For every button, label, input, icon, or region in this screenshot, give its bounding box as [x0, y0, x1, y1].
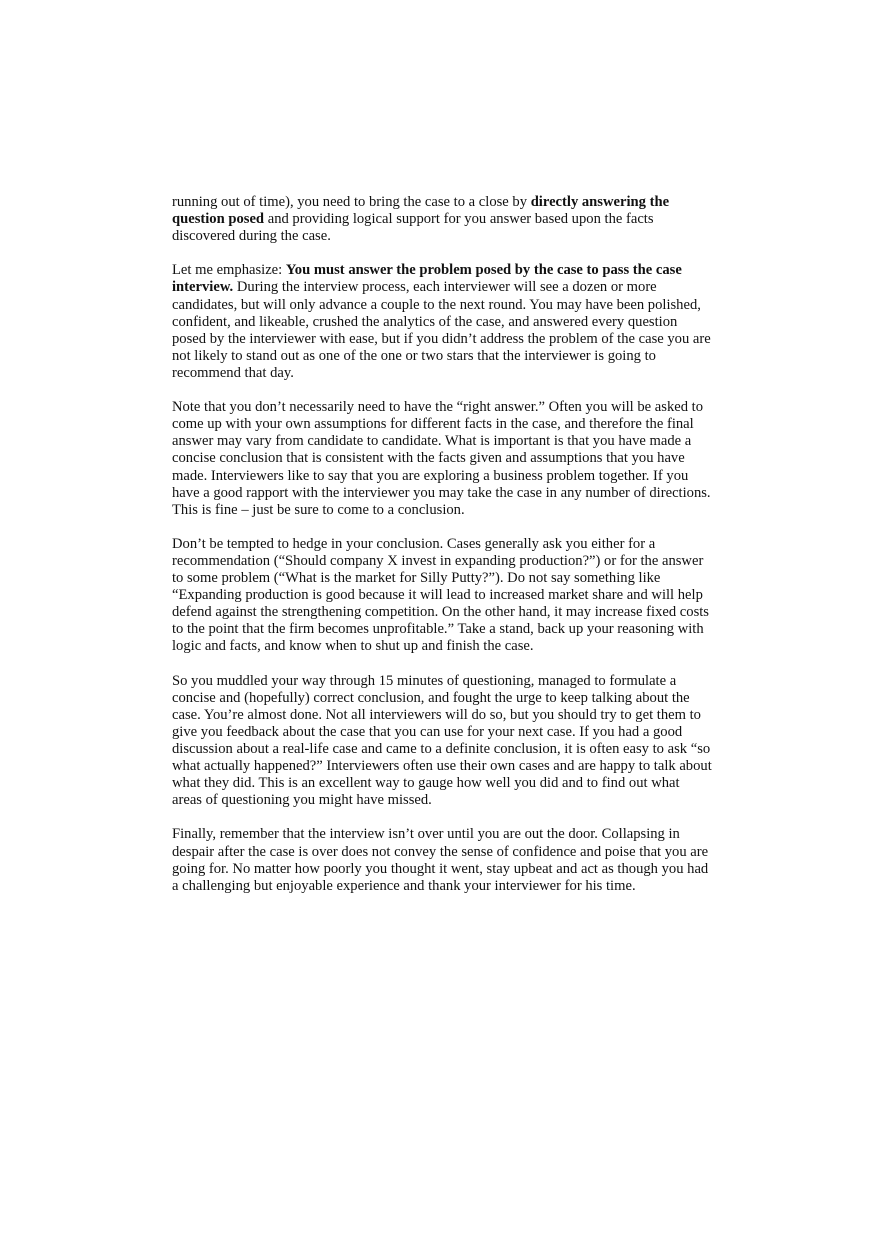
text-run: and providing logical support for you answer based upon the facts discovered during the case.	[172, 211, 654, 245]
text-run: Let me emphasize:	[172, 262, 286, 279]
paragraph-right-answer	[172, 399, 712, 519]
paragraph-feedback	[172, 673, 712, 810]
paragraph-emphasize	[172, 262, 712, 382]
text-run: During the interview process, each interviewer will see a dozen or more candidates, but will only advance a couple to the next round. You may have been polished, confident, and likeable, crushed the analytics of the case, and answered every question posed by the interviewer with ease, but if you didn’t address the problem of the case you are not likely to stand out as one of the one or two stars that the interviewer is going to recommend that day.	[172, 279, 711, 381]
text-run: Don’t be tempted to hedge in your conclusion. Cases generally ask you either for a recommendation (“Should company X invest in expanding production?”) or for the answer to some problem (“What is the market for Silly Putty?”). Do not say something like “Expanding production is good because it will lead to increased market share and will help defend against the strengthening competition. On the other hand, it may increase fixed costs to the point that the firm becomes unprofitable.” Take a stand, back up your reasoning with logic and facts, and know when to shut up and finish the case.	[172, 535, 709, 655]
paragraph-finally	[172, 826, 712, 894]
text-run: running out of time), you need to bring the case to a close by	[172, 194, 531, 210]
text-run: Finally, remember that the interview isn’t over until you are out the door. Collapsing in despair after the case is over does not convey the sense of confidence and poise that you are going for. No matter how poorly you thought it went, stay upbeat and act as though you had a challenging but enjoyable experience and thank your interviewer for his time.	[172, 826, 709, 894]
document-body	[172, 194, 712, 912]
text-run: Note that you don’t necessarily need to have the “right answer.” Often you will be asked to come up with your own assumptions for different facts in the case, and therefore the final answer may vary from candidate to candidate. What is important is that you have made a concise conclusion that is consistent with the facts given and assumptions that you have made. Interviewers like to say that you are exploring a business problem together. If you have a good rapport with the interviewer you may take the case in any number of directions. This is fine – just be sure to come to a conclusion.	[172, 399, 711, 518]
text-run: So you muddled your way through 15 minutes of questioning, managed to formulate a concise and (hopefully) correct conclusion, and fought the urge to keep talking about the case. You’re almost done. Not all interviewers will do so, but you should try to get them to give you feedback about the case that you can use for your next case. If you had a good discussion about a real-life case and came to a definite conclusion, it is often easy to ask “so what actually happened?” Interviewers often use their own cases and are happy to talk about what they did. This is an excellent way to gauge how well you did and to find out what areas of questioning you might have missed.	[172, 672, 712, 809]
paragraph-close-case	[172, 194, 712, 245]
paragraph-hedge	[172, 536, 712, 656]
bold-text-run: directly answering the question posed	[172, 194, 670, 228]
bold-text-run: You must answer the problem posed by the case to pass the case interview.	[172, 262, 682, 296]
